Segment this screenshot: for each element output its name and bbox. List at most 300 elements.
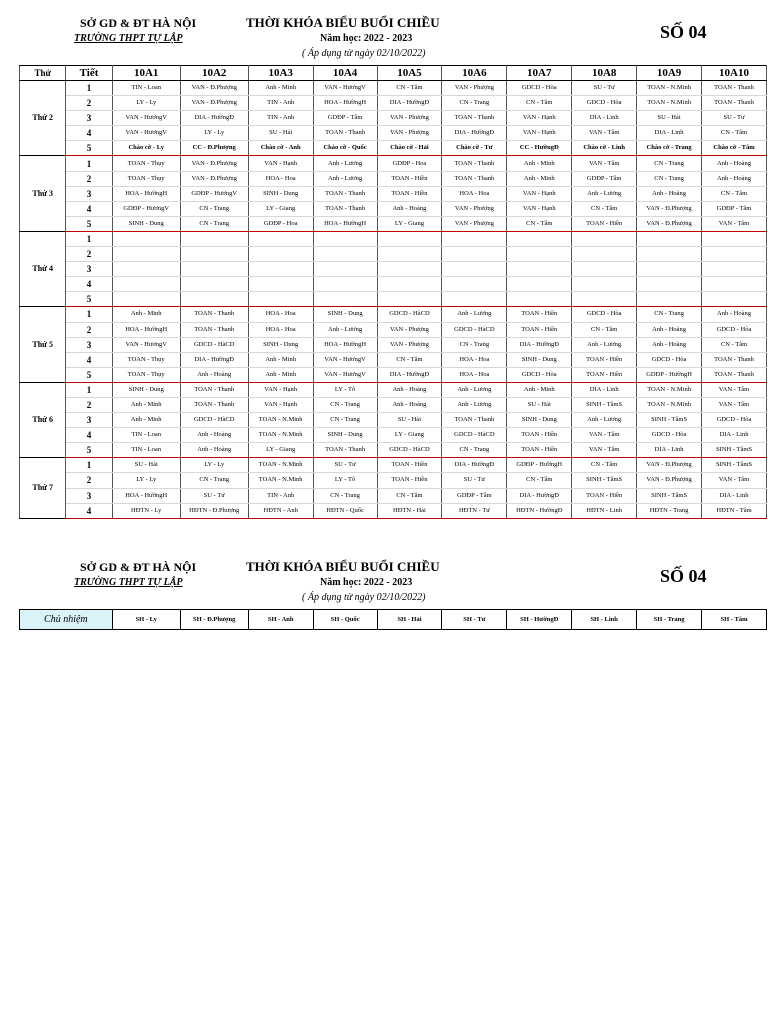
schedule-cell: HĐTN - HườngĐ <box>507 503 572 518</box>
schedule-cell <box>702 262 767 277</box>
schedule-cell: Anh - Lương <box>313 171 377 186</box>
timetable-row <box>20 156 767 171</box>
schedule-cell: VAN - Tâm <box>702 397 767 412</box>
schedule-cell: HOA - Hoa <box>248 171 313 186</box>
period-number: 2 <box>66 473 112 488</box>
timetable-row <box>20 382 767 397</box>
timetable-row <box>20 488 767 503</box>
schedule-cell <box>248 277 313 292</box>
timetable-row <box>20 337 767 352</box>
schedule-cell: VAN - HươngV <box>112 337 180 352</box>
homeroom-cell: SH - HườngĐ <box>507 610 572 630</box>
schedule-cell <box>248 292 313 307</box>
schedule-cell: VAN - Hạnh <box>507 186 572 201</box>
schedule-cell <box>702 292 767 307</box>
schedule-cell: TOAN - Hiền <box>572 367 637 382</box>
schedule-cell: HOA - HườngH <box>313 216 377 231</box>
schedule-cell: LY - Ly <box>112 96 180 111</box>
schedule-cell: SU - Tư <box>442 473 507 488</box>
schedule-cell: TOAN - Thanh <box>702 81 767 96</box>
schedule-cell: SU - Hải <box>637 111 702 126</box>
school-name: TRƯỜNG THPT TỰ LẬP <box>74 577 183 588</box>
schedule-cell: DIA - Linh <box>702 428 767 443</box>
schedule-cell: TOAN - Thanh <box>313 186 377 201</box>
period-number: 4 <box>66 277 112 292</box>
schedule-cell <box>248 262 313 277</box>
schedule-cell: CN - Tâm <box>377 81 442 96</box>
schedule-cell: TOAN - Hiền <box>377 458 442 473</box>
period-number: 1 <box>66 231 112 246</box>
schedule-cell: DIA - Linh <box>572 111 637 126</box>
day-label: Thứ 2 <box>20 81 66 156</box>
schedule-cell: TIN - Anh <box>248 111 313 126</box>
schedule-cell: VAN - Hạnh <box>507 111 572 126</box>
schedule-cell: CN - Tâm <box>572 322 637 337</box>
schedule-cell: TOAN - N.Minh <box>248 413 313 428</box>
schedule-cell: Anh - Lương <box>572 186 637 201</box>
schedule-cell: Anh - Lương <box>572 337 637 352</box>
schedule-cell: HĐTN - Tư <box>442 503 507 518</box>
schedule-cell: TOAN - Thanh <box>313 126 377 141</box>
schedule-cell: TOAN - N.Minh <box>248 458 313 473</box>
schedule-cell: HOA - HườngH <box>112 488 180 503</box>
schedule-cell <box>637 277 702 292</box>
schedule-cell: VAN - Phượng <box>442 201 507 216</box>
schedule-cell: TOAN - Thanh <box>180 382 248 397</box>
schedule-cell: Anh - Hoàng <box>377 397 442 412</box>
schedule-cell: GDCD - HàCD <box>377 307 442 322</box>
homeroom-cell: SH - Ly <box>112 610 180 630</box>
applied-date: ( Áp dụng từ ngày 02/10/2022) <box>302 592 426 603</box>
homeroom-cell: SH - Quốc <box>313 610 377 630</box>
timetable-row <box>20 458 767 473</box>
schedule-cell: SU - Hải <box>112 458 180 473</box>
schedule-cell: SINH - Dung <box>507 352 572 367</box>
schedule-cell: VAN - Tâm <box>702 382 767 397</box>
schedule-cell: SINH - TâmS <box>702 458 767 473</box>
schedule-cell: Anh - Minh <box>507 156 572 171</box>
schedule-cell: Anh - Hoàng <box>377 201 442 216</box>
period-number: 2 <box>66 96 112 111</box>
period-number: 1 <box>66 307 112 322</box>
schedule-cell <box>507 262 572 277</box>
schedule-cell: Anh - Lương <box>572 413 637 428</box>
schedule-cell <box>572 262 637 277</box>
schedule-cell: VAN - Tâm <box>702 473 767 488</box>
homeroom-label: Chủ nhiệm <box>20 610 113 630</box>
schedule-cell: Anh - Lương <box>442 397 507 412</box>
schedule-cell: VAN - Phượng <box>442 216 507 231</box>
schedule-cell: VAN - Hạnh <box>507 201 572 216</box>
schedule-cell <box>313 277 377 292</box>
schedule-cell: HĐTN - Tâm <box>702 503 767 518</box>
timetable-row <box>20 367 767 382</box>
schedule-cell <box>507 247 572 262</box>
schedule-cell: VAN - Hạnh <box>248 156 313 171</box>
schedule-cell: HOA - HườngH <box>313 337 377 352</box>
schedule-cell: HOA - Hoa <box>248 322 313 337</box>
schedule-cell: Chào cờ - Ly <box>112 141 180 156</box>
timetable <box>19 65 767 519</box>
schedule-cell: SINH - Dung <box>112 216 180 231</box>
schedule-cell: SINH - TâmS <box>637 488 702 503</box>
class-header: 10A10 <box>702 66 767 81</box>
schedule-cell: GDĐP - HườngH <box>637 367 702 382</box>
schedule-cell: HĐTN - Anh <box>248 503 313 518</box>
schedule-cell: TOAN - Thanh <box>180 397 248 412</box>
schedule-cell: TOAN - N.Minh <box>248 473 313 488</box>
schedule-cell: VAN - Tâm <box>702 216 767 231</box>
schedule-cell: GDĐP - HườngH <box>507 458 572 473</box>
schedule-cell <box>313 262 377 277</box>
class-header: 10A5 <box>377 66 442 81</box>
schedule-cell: SU - Hải <box>248 126 313 141</box>
schedule-cell: TOAN - Hiền <box>507 443 572 458</box>
schedule-cell: LY - Ly <box>112 473 180 488</box>
schedule-cell: HĐTN - Đ.Phượng <box>180 503 248 518</box>
schedule-cell: Anh - Hoàng <box>637 337 702 352</box>
class-header: 10A4 <box>313 66 377 81</box>
schedule-cell: SINH - TâmS <box>637 413 702 428</box>
timetable-row <box>20 307 767 322</box>
schedule-cell: CN - Trang <box>637 156 702 171</box>
schedule-cell: SU - Tư <box>180 488 248 503</box>
schedule-cell: TOAN - Thanh <box>702 96 767 111</box>
period-number: 5 <box>66 292 112 307</box>
schedule-cell: VAN - Đ.Phượng <box>637 458 702 473</box>
schedule-cell: DIA - HườngĐ <box>507 337 572 352</box>
schedule-cell: GDCD - HàCD <box>180 337 248 352</box>
period-number: 1 <box>66 81 112 96</box>
schedule-cell <box>180 292 248 307</box>
schedule-cell: HĐTN - Ly <box>112 503 180 518</box>
schedule-cell <box>313 247 377 262</box>
homeroom-cell: SH - Anh <box>248 610 313 630</box>
schedule-cell <box>377 262 442 277</box>
schedule-cell: GDĐP - Tâm <box>313 111 377 126</box>
schedule-cell: DIA - Linh <box>637 443 702 458</box>
day-label: Thứ 4 <box>20 231 66 306</box>
class-header: 10A8 <box>572 66 637 81</box>
schedule-cell: Anh - Minh <box>112 397 180 412</box>
schedule-cell: TOAN - Thụy <box>112 171 180 186</box>
class-header: 10A3 <box>248 66 313 81</box>
schedule-cell: GDCD - Hòa <box>702 322 767 337</box>
schedule-cell: HĐTN - Hải <box>377 503 442 518</box>
schedule-cell: CN - Trang <box>442 337 507 352</box>
schedule-cell: SINH - Dung <box>313 307 377 322</box>
schedule-cell <box>313 292 377 307</box>
timetable-header-row <box>20 66 767 81</box>
timetable-row <box>20 428 767 443</box>
timetable-row <box>20 201 767 216</box>
schedule-cell: CN - Trang <box>637 307 702 322</box>
schedule-cell: TOAN - Thanh <box>442 413 507 428</box>
schedule-cell: TOAN - Hiền <box>572 488 637 503</box>
schedule-cell <box>112 277 180 292</box>
timetable-row <box>20 81 767 96</box>
schedule-cell: SU - Tư <box>313 458 377 473</box>
schedule-cell: HOA - Hoa <box>442 352 507 367</box>
schedule-cell: VAN - Đ.Phượng <box>637 216 702 231</box>
schedule-cell: Anh - Hoàng <box>377 382 442 397</box>
timetable-row <box>20 247 767 262</box>
schedule-cell: DIA - HườngĐ <box>442 458 507 473</box>
schedule-cell: Anh - Lương <box>313 156 377 171</box>
timetable-row <box>20 292 767 307</box>
schedule-cell: VAN - Đ.Phượng <box>180 171 248 186</box>
period-number: 5 <box>66 216 112 231</box>
timetable-row <box>20 413 767 428</box>
schedule-title: THỜI KHÓA BIỂU BUỔI CHIỀU <box>246 559 440 574</box>
schedule-cell: Chào cờ - Linh <box>572 141 637 156</box>
day-column-header: Thứ <box>20 66 66 81</box>
schedule-cell <box>507 231 572 246</box>
class-header: 10A9 <box>637 66 702 81</box>
schedule-cell: TOAN - N.Minh <box>637 397 702 412</box>
department-name: SỞ GD & ĐT HÀ NỘI <box>80 16 197 30</box>
schedule-cell: GDĐP - Tâm <box>572 171 637 186</box>
schedule-cell: VAN - HươngV <box>313 352 377 367</box>
schedule-cell: TOAN - Hiền <box>572 216 637 231</box>
schedule-cell: VAN - Tâm <box>572 428 637 443</box>
schedule-cell: LY - Giang <box>377 216 442 231</box>
period-column-header: Tiết <box>66 66 112 81</box>
period-number: 4 <box>66 126 112 141</box>
schedule-cell: TOAN - Thanh <box>180 322 248 337</box>
period-number: 4 <box>66 428 112 443</box>
schedule-cell <box>442 247 507 262</box>
schedule-cell: TOAN - Hiền <box>377 171 442 186</box>
schedule-cell: TOAN - Hiền <box>377 473 442 488</box>
period-number: 1 <box>66 156 112 171</box>
schedule-cell: GDCD - Hòa <box>702 413 767 428</box>
day-label: Thứ 6 <box>20 382 66 457</box>
schedule-cell <box>248 231 313 246</box>
schedule-cell <box>442 277 507 292</box>
schedule-cell: VAN - HươngV <box>313 367 377 382</box>
schedule-cell: TOAN - Thanh <box>313 201 377 216</box>
schedule-cell: Chào cờ - Tư <box>442 141 507 156</box>
schedule-cell <box>702 247 767 262</box>
period-number: 3 <box>66 262 112 277</box>
period-number: 3 <box>66 337 112 352</box>
schedule-cell: TIN - Loan <box>112 428 180 443</box>
schedule-cell: CN - Tâm <box>702 126 767 141</box>
schedule-cell <box>702 277 767 292</box>
period-number: 3 <box>66 488 112 503</box>
schedule-cell <box>507 292 572 307</box>
schedule-cell: SINH - Dung <box>112 382 180 397</box>
schedule-cell: TOAN - N.Minh <box>248 428 313 443</box>
schedule-cell: TOAN - Thanh <box>442 111 507 126</box>
schedule-cell: GDĐP - Tâm <box>442 488 507 503</box>
timetable-row <box>20 322 767 337</box>
schedule-cell: HĐTN - Trang <box>637 503 702 518</box>
schedule-cell: TOAN - N.Minh <box>637 81 702 96</box>
schedule-cell: GDĐP - Hoa <box>377 156 442 171</box>
homeroom-cell: SH - Linh <box>572 610 637 630</box>
schedule-cell: CN - Tâm <box>507 473 572 488</box>
schedule-cell: GDCD - HàCD <box>377 443 442 458</box>
schedule-cell: HOA - HườngH <box>313 96 377 111</box>
schedule-cell: TOAN - Hiền <box>507 428 572 443</box>
schedule-cell: Chào cờ - Anh <box>248 141 313 156</box>
schedule-cell: CN - Trang <box>313 397 377 412</box>
schedule-cell <box>377 277 442 292</box>
schedule-cell <box>442 262 507 277</box>
schedule-cell: VAN - Đ.Phượng <box>637 473 702 488</box>
schedule-cell: SU - Hải <box>507 397 572 412</box>
schedule-cell <box>702 231 767 246</box>
schedule-cell: SINH - Dung <box>507 413 572 428</box>
schedule-cell: LY - Giang <box>377 428 442 443</box>
schedule-cell: TOAN - N.Minh <box>637 96 702 111</box>
schedule-cell: Anh - Minh <box>507 171 572 186</box>
timetable-row <box>20 443 767 458</box>
schedule-cell <box>377 247 442 262</box>
class-header: 10A7 <box>507 66 572 81</box>
homeroom-cell: SH - Tư <box>442 610 507 630</box>
schedule-cell: DIA - Linh <box>637 126 702 141</box>
schedule-cell: LY - Tô <box>313 473 377 488</box>
schedule-cell: CN - Tâm <box>507 96 572 111</box>
schedule-cell: VAN - HươngV <box>313 81 377 96</box>
schedule-cell: TOAN - Thụy <box>112 156 180 171</box>
schedule-cell: HOA - Hoa <box>442 367 507 382</box>
schedule-cell: DIA - HườngĐ <box>377 96 442 111</box>
schedule-cell <box>112 292 180 307</box>
day-label: Thứ 5 <box>20 307 66 382</box>
schedule-cell: VAN - Tâm <box>572 156 637 171</box>
schedule-cell: SU - Hải <box>377 413 442 428</box>
schedule-cell: VAN - Tâm <box>572 126 637 141</box>
schedule-cell: SINH - Dung <box>313 428 377 443</box>
school-year: Năm học: 2022 - 2023 <box>320 33 413 44</box>
schedule-cell: VAN - HươngV <box>112 111 180 126</box>
schedule-cell: DIA - Linh <box>702 488 767 503</box>
schedule-cell <box>637 292 702 307</box>
timetable-row <box>20 473 767 488</box>
schedule-cell <box>112 262 180 277</box>
schedule-cell: VAN - Hạnh <box>507 126 572 141</box>
schedule-cell: GDCD - Hòa <box>637 428 702 443</box>
schedule-cell <box>248 247 313 262</box>
period-number: 3 <box>66 413 112 428</box>
schedule-cell <box>442 292 507 307</box>
schedule-cell: Anh - Hoàng <box>702 307 767 322</box>
schedule-cell: VAN - Hạnh <box>248 397 313 412</box>
schedule-cell <box>313 231 377 246</box>
schedule-cell: GDCD - Hòa <box>572 96 637 111</box>
timetable-row <box>20 171 767 186</box>
timetable-row <box>20 141 767 156</box>
schedule-cell: TOAN - Thanh <box>313 443 377 458</box>
timetable-row <box>20 186 767 201</box>
homeroom-cell: SH - Tâm <box>702 610 767 630</box>
schedule-cell: VAN - Tâm <box>572 443 637 458</box>
schedule-cell: Anh - Minh <box>507 382 572 397</box>
period-number: 5 <box>66 367 112 382</box>
schedule-cell: VAN - Phượng <box>377 111 442 126</box>
schedule-cell: DIA - Linh <box>572 382 637 397</box>
schedule-cell: TIN - Loan <box>112 81 180 96</box>
timetable-row <box>20 231 767 246</box>
schedule-cell: GDCD - HàCD <box>180 413 248 428</box>
schedule-number: SỐ 04 <box>660 22 707 42</box>
schedule-cell <box>180 247 248 262</box>
schedule-cell: TOAN - Thanh <box>180 307 248 322</box>
schedule-cell: VAN - HươngV <box>112 126 180 141</box>
schedule-cell: Anh - Hoàng <box>180 367 248 382</box>
schedule-cell: TOAN - Thanh <box>442 171 507 186</box>
schedule-cell <box>572 231 637 246</box>
timetable-row <box>20 397 767 412</box>
schedule-cell: GDĐP - Hoa <box>248 216 313 231</box>
timetable-row <box>20 96 767 111</box>
schedule-cell <box>572 277 637 292</box>
period-number: 1 <box>66 382 112 397</box>
schedule-cell: GDCD - Hòa <box>572 307 637 322</box>
schedule-cell: TIN - Loan <box>112 443 180 458</box>
schedule-cell: TOAN - Hiền <box>572 352 637 367</box>
period-number: 5 <box>66 141 112 156</box>
schedule-cell: Anh - Hoàng <box>180 428 248 443</box>
schedule-cell: Anh - Hoàng <box>637 322 702 337</box>
schedule-cell: SINH - Dung <box>248 337 313 352</box>
schedule-cell: Anh - Hoàng <box>637 186 702 201</box>
class-header: 10A1 <box>112 66 180 81</box>
department-name: SỞ GD & ĐT HÀ NỘI <box>80 560 197 574</box>
schedule-cell: LY - Giang <box>248 201 313 216</box>
timetable-row <box>20 126 767 141</box>
schedule-cell: CN - Trang <box>313 488 377 503</box>
schedule-cell: TOAN - Thanh <box>442 156 507 171</box>
school-year: Năm học: 2022 - 2023 <box>320 577 413 588</box>
schedule-cell: CN - Trang <box>442 443 507 458</box>
schedule-cell: HOA - Hoa <box>248 307 313 322</box>
schedule-cell: TOAN - Thanh <box>702 367 767 382</box>
schedule-cell: VAN - Đ.Phượng <box>180 81 248 96</box>
schedule-cell: CN - Trang <box>180 216 248 231</box>
schedule-cell: GDĐP - HươngV <box>112 201 180 216</box>
schedule-cell: HOA - HườngH <box>112 186 180 201</box>
schedule-cell <box>442 231 507 246</box>
schedule-cell: HOA - Hoa <box>442 186 507 201</box>
schedule-cell: Anh - Hoàng <box>702 156 767 171</box>
schedule-cell: Chào cờ - Tâm <box>702 141 767 156</box>
schedule-cell: GDCD - Hòa <box>637 352 702 367</box>
period-number: 1 <box>66 458 112 473</box>
schedule-cell: SINH - Dung <box>248 186 313 201</box>
schedule-cell: TOAN - Thụy <box>112 367 180 382</box>
schedule-cell: CN - Tâm <box>702 337 767 352</box>
schedule-cell: DIA - HườngĐ <box>377 367 442 382</box>
schedule-cell <box>377 292 442 307</box>
schedule-cell: SINH - TâmS <box>572 397 637 412</box>
schedule-cell <box>637 231 702 246</box>
schedule-cell: Anh - Minh <box>112 307 180 322</box>
schedule-cell <box>180 231 248 246</box>
schedule-cell: VAN - Phượng <box>377 337 442 352</box>
schedule-cell: TOAN - Hiền <box>507 322 572 337</box>
schedule-cell: VAN - Đ.Phượng <box>637 201 702 216</box>
schedule-cell: TIN - Anh <box>248 488 313 503</box>
schedule-cell: VAN - Phượng <box>377 126 442 141</box>
schedule-cell: DIA - HườngĐ <box>442 126 507 141</box>
day-label: Thứ 7 <box>20 458 66 518</box>
schedule-cell: TOAN - Hiền <box>507 307 572 322</box>
